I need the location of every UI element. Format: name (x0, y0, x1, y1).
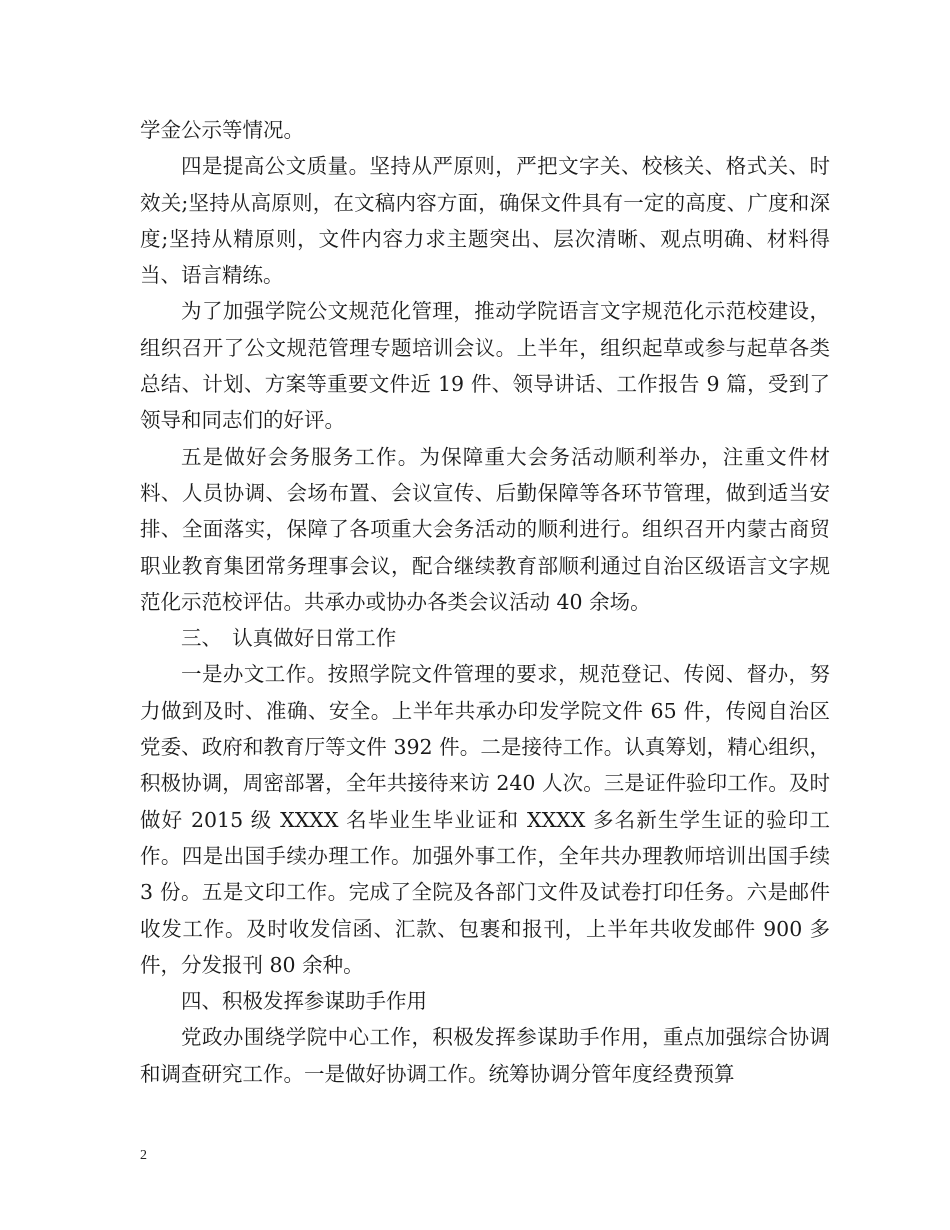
paragraph-continuation: 学金公示等情况。 (140, 118, 304, 142)
paragraph-improve-document-quality: 四是提高公文质量。坚持从严原则，严把文字关、校核关、格式关、时效关;坚持从高原则，在文稿内容方面，确保文件具有一定的高度、广度和深度;坚持从精原则，文件内容力求主题突出、层次清晰、观点明确、材料得当、语言精练。 (140, 154, 830, 288)
section-heading-daily-work: 三、 认真做好日常工作 (181, 626, 397, 651)
page-number: 2 (140, 1148, 147, 1163)
document-body (140, 112, 830, 1092)
paragraph-meeting-services: 五是做好会务服务工作。为保障重大会务活动顺利举办，注重文件材料、人员协调、会场布置、会议宣传、后勤保障等各环节管理，做到适当安排、全面落实，保障了各项重大会务活动的顺利进行。组织召开内蒙古商贸职业教育集团常务理事会议，配合继续教育部顺利通过自治区级语言文字规范化示范校评估。共承办或协办各类会议活动 40 余场。 (140, 444, 830, 614)
paragraph-advisory-role: 党政办围绕学院中心工作，积极发挥参谋助手作用，重点加强综合协调和调查研究工作。一是做好协调工作。统筹协调分管年度经费预算 (140, 1025, 830, 1086)
section-heading-advisory-role: 四、积极发挥参谋助手作用 (181, 989, 427, 1014)
paragraph-daily-work-details: 一是办文工作。按照学院文件管理的要求，规范登记、传阅、督办，努力做到及时、准确、安全。上半年共承办印发学院文件 65 件，传阅自治区党委、政府和教育厅等文件 392 件。二是接待工作。认真筹划，精心组织，积极协调，周密部署，全年共接待来访 240 人次。三是证件验印工作。及时做好 2015 级 XXXX 名毕业生毕业证和 XXXX 多名新生学生证的验印工作。四是出国手续办理工作。加强外事工作，全年共办理教师培训出国手续 3 份。五是文印工作。完成了全院及各部门文件及试卷打印任务。六是邮件收发工作。及时收发信函、汇款、包裹和报刊，上半年共收发邮件 900 多件，分发报刊 80 余种。 (140, 662, 830, 977)
paragraph-standardization-training: 为了加强学院公文规范化管理，推动学院语言文字规范化示范校建设，组织召开了公文规范管理专题培训会议。上半年，组织起草或参与起草各类总结、计划、方案等重要文件近 19 件、领导讲话、工作报告 9 篇，受到了领导和同志们的好评。 (140, 299, 830, 433)
